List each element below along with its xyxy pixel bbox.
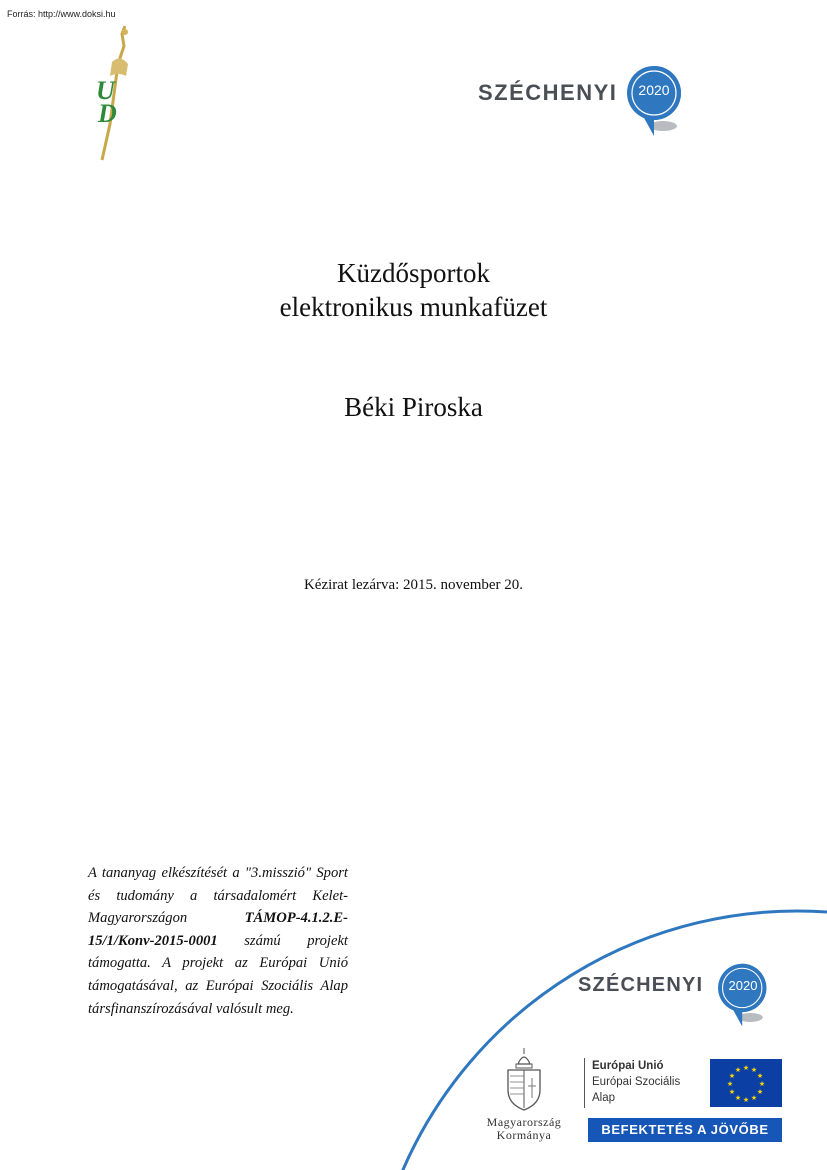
svg-text:★: ★ bbox=[726, 1080, 734, 1088]
eu-text-line3: Alap bbox=[592, 1092, 616, 1104]
svg-text:U: U bbox=[96, 76, 115, 105]
eu-funding-logo bbox=[584, 1058, 784, 1142]
svg-text:★: ★ bbox=[728, 1088, 736, 1096]
source-note: Forrás: http://www.doksi.hu bbox=[7, 9, 116, 19]
svg-text:★: ★ bbox=[756, 1088, 764, 1096]
svg-text:★: ★ bbox=[750, 1066, 758, 1074]
author-name: Béki Piroska bbox=[344, 392, 483, 422]
svg-text:★: ★ bbox=[750, 1094, 758, 1102]
svg-text:★: ★ bbox=[728, 1072, 736, 1080]
eu-text-line2: Európai Szociális bbox=[592, 1076, 681, 1088]
eu-flag-icon bbox=[710, 1059, 782, 1107]
location-pin-icon-bottom bbox=[716, 962, 772, 1030]
support-text-part1: A tananyag elkészítését a "3.misszió" Sport és tudomány a társadalomért Kelet-Magyarországon bbox=[88, 865, 348, 927]
government-name bbox=[470, 1116, 578, 1142]
eu-slogan-banner: BEFEKTETÉS A JÖVŐBE bbox=[588, 1118, 782, 1142]
government-logo bbox=[470, 1046, 578, 1146]
svg-text:★: ★ bbox=[734, 1094, 742, 1102]
eu-fund-text bbox=[592, 1058, 708, 1106]
coat-of-arms-icon bbox=[504, 1046, 544, 1112]
szechenyi-wordmark-bottom: SZÉCHENYI bbox=[578, 974, 704, 996]
svg-text:★: ★ bbox=[758, 1080, 766, 1088]
pin-year-text: 2020 bbox=[638, 82, 670, 98]
government-name-line1: Magyarország bbox=[486, 1115, 562, 1129]
svg-text:D: D bbox=[98, 99, 117, 128]
government-name-line2: Kormánya bbox=[496, 1128, 552, 1142]
eu-text-line1: Európai Unió bbox=[592, 1060, 664, 1072]
closing-date: Kézirat lezárva: 2015. november 20. bbox=[303, 577, 524, 593]
document-title-line1: Küzdősportok bbox=[337, 258, 490, 288]
eu-divider bbox=[584, 1058, 585, 1108]
szechenyi-logo-bottom bbox=[578, 962, 778, 1032]
svg-text:★: ★ bbox=[742, 1064, 750, 1072]
svg-text:★: ★ bbox=[742, 1096, 750, 1104]
svg-text:★: ★ bbox=[734, 1066, 742, 1074]
project-code: TÁMOP-4.1.2.E-15/1/Konv-2015-0001 bbox=[88, 910, 348, 949]
szechenyi-wordmark: SZÉCHENYI bbox=[478, 80, 618, 105]
document-title-line2: elektronikus munkafüzet bbox=[279, 292, 548, 322]
svg-text:★: ★ bbox=[756, 1072, 764, 1080]
pin-year-text-bottom: 2020 bbox=[728, 978, 758, 993]
support-text-part2: számú projekt támogatta. A projekt az Európai Unió támogatásával, az Európai Szociális Alap társfinanszírozásával valósult meg. bbox=[88, 932, 348, 1017]
